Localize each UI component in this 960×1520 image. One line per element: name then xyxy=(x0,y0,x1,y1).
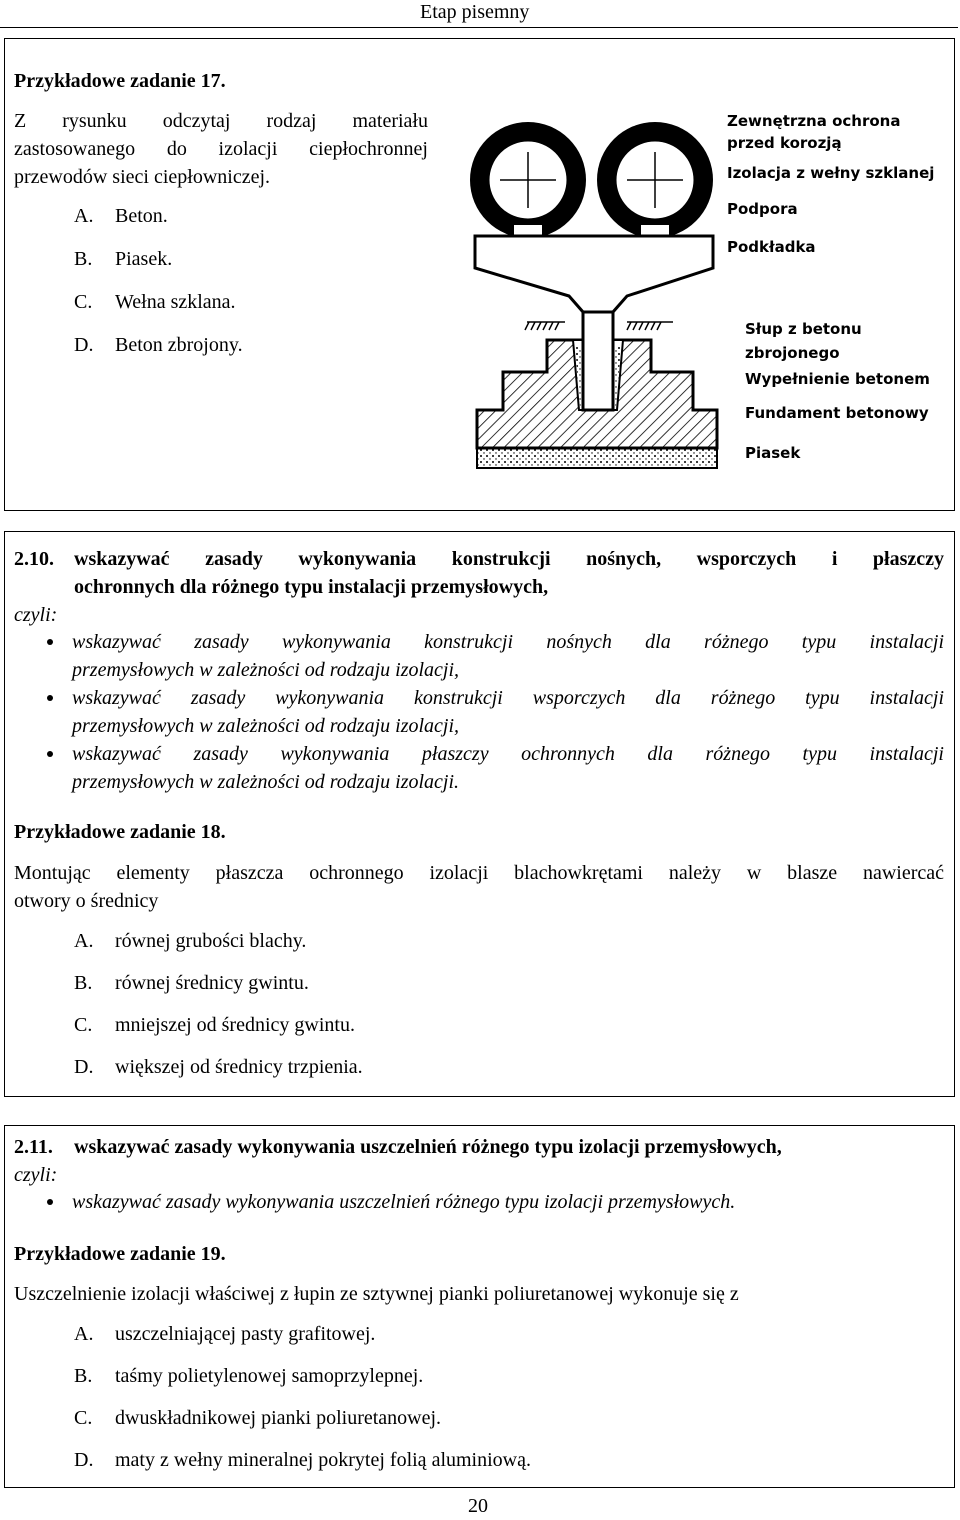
section-210-bullet-2-line-1: wskazywać zasady wykonywania konstrukcji wsporczych dla różnego typu instalacji xyxy=(72,687,944,709)
section-211-title: wskazywać zasady wykonywania uszczelnień różnego typu izolacji przemysłowych, xyxy=(74,1136,782,1158)
task18-option-b-text: równej średnicy gwintu. xyxy=(115,972,309,994)
task19-heading: Przykładowe zadanie 19. xyxy=(14,1243,226,1265)
label-concrete-fill: Wypełnienie betonem xyxy=(745,370,930,388)
label-support: Podpora xyxy=(727,200,798,218)
bullet-icon xyxy=(47,751,53,757)
section-210-title-line-2: ochronnych dla różnego typu instalacji przemysłowych, xyxy=(74,576,549,598)
task19-option-d-text: maty z wełny mineralnej pokrytej folią aluminiową. xyxy=(115,1449,531,1471)
task17-option-b-text: Piasek. xyxy=(115,248,173,270)
task18-option-d-letter: D. xyxy=(74,1056,94,1078)
label-washer: Podkładka xyxy=(727,238,816,256)
task18-option-c-text: mniejszej od średnicy gwintu. xyxy=(115,1014,355,1036)
task18-question-line-2: otwory o średnicy xyxy=(14,890,159,912)
page-number: 20 xyxy=(468,1495,488,1517)
section-210-title-line-1: wskazywać zasady wykonywania konstrukcji nośnych, wsporczych i płaszczy xyxy=(74,548,944,570)
task17-option-a-letter: A. xyxy=(74,205,94,227)
label-outer-protection-2: przed korozją xyxy=(727,134,842,152)
section-211-number: 2.11. xyxy=(14,1136,53,1158)
task17-option-c-letter: C. xyxy=(74,291,93,313)
task19-option-c-text: dwuskładnikowej pianki poliuretanowej. xyxy=(115,1407,442,1429)
section-210-bullet-3-line-2: przemysłowych w zależności od rodzaju izolacji. xyxy=(72,771,460,793)
section-210-number: 2.10. xyxy=(14,548,54,570)
task18-option-b-letter: B. xyxy=(74,972,93,994)
task18-option-c-letter: C. xyxy=(74,1014,93,1036)
task17-question-line-3: przewodów sieci ciepłowniczej. xyxy=(14,166,271,188)
label-glass-wool: Izolacja z wełny szklanej xyxy=(727,164,935,182)
section-211-czyli: czyli: xyxy=(14,1164,58,1186)
label-sand: Piasek xyxy=(745,444,801,462)
task18-option-a-letter: A. xyxy=(74,930,94,952)
task18-question-line-1: Montując elementy płaszcza ochronnego izolacji blachowkrętami należy w blasze nawiercać xyxy=(14,862,944,884)
task19-option-b-letter: B. xyxy=(74,1365,93,1387)
section-210-bullet-3-line-1: wskazywać zasady wykonywania płaszczy ochronnych dla różnego typu instalacji xyxy=(72,743,944,765)
left-pipe xyxy=(470,122,586,238)
bullet-icon xyxy=(47,639,53,645)
task17-heading: Przykładowe zadanie 17. xyxy=(14,70,226,92)
section-210-czyli: czyli: xyxy=(14,604,58,626)
bullet-icon xyxy=(47,695,53,701)
label-outer-protection-1: Zewnętrzna ochrona xyxy=(727,112,901,130)
task17-option-a-text: Beton. xyxy=(115,205,168,227)
section-210-bullet-1-line-2: przemysłowych w zależności od rodzaju izolacji, xyxy=(72,659,460,681)
bullet-icon xyxy=(47,1199,53,1205)
task18-option-a-text: równej grubości blachy. xyxy=(115,930,307,952)
task19-option-d-letter: D. xyxy=(74,1449,94,1471)
label-column-1: Słup z betonu xyxy=(745,320,862,338)
task18-option-d-text: większej od średnicy trzpienia. xyxy=(115,1056,363,1078)
task17-option-d-text: Beton zbrojony. xyxy=(115,334,243,356)
task17-option-b-letter: B. xyxy=(74,248,93,270)
task17-option-d-letter: D. xyxy=(74,334,94,356)
label-foundation: Fundament betonowy xyxy=(745,404,929,422)
task19-question: Uszczelnienie izolacji właściwej z łupin ze sztywnej pianki poliuretanowej wykonuje się z xyxy=(14,1283,739,1305)
task19-option-b-text: taśmy polietylenowej samoprzylepnej. xyxy=(115,1365,424,1387)
task17-question-line-2: zastosowanego do izolacji ciepłochronnej xyxy=(14,138,428,160)
task19-option-a-text: uszczelniającej pasty grafitowej. xyxy=(115,1323,376,1345)
section-211-bullet: wskazywać zasady wykonywania uszczelnień różnego typu izolacji przemysłowych. xyxy=(72,1191,736,1213)
section-210-bullet-2-line-2: przemysłowych w zależności od rodzaju izolacji, xyxy=(72,715,460,737)
pipe-support-figure xyxy=(455,100,945,480)
right-pipe xyxy=(597,122,713,238)
task19-option-a-letter: A. xyxy=(74,1323,94,1345)
section-210-bullet-1-line-1: wskazywać zasady wykonywania konstrukcji nośnych dla różnego typu instalacji xyxy=(72,631,944,653)
task17-option-c-text: Wełna szklana. xyxy=(115,291,236,313)
task19-option-c-letter: C. xyxy=(74,1407,93,1429)
header-rule xyxy=(0,27,958,28)
task18-heading: Przykładowe zadanie 18. xyxy=(14,821,226,843)
page-header-title: Etap pisemny xyxy=(420,1,530,23)
label-column-2: zbrojonego xyxy=(745,344,840,362)
task17-question-line-1: Z rysunku odczytaj rodzaj materiału xyxy=(14,110,428,132)
